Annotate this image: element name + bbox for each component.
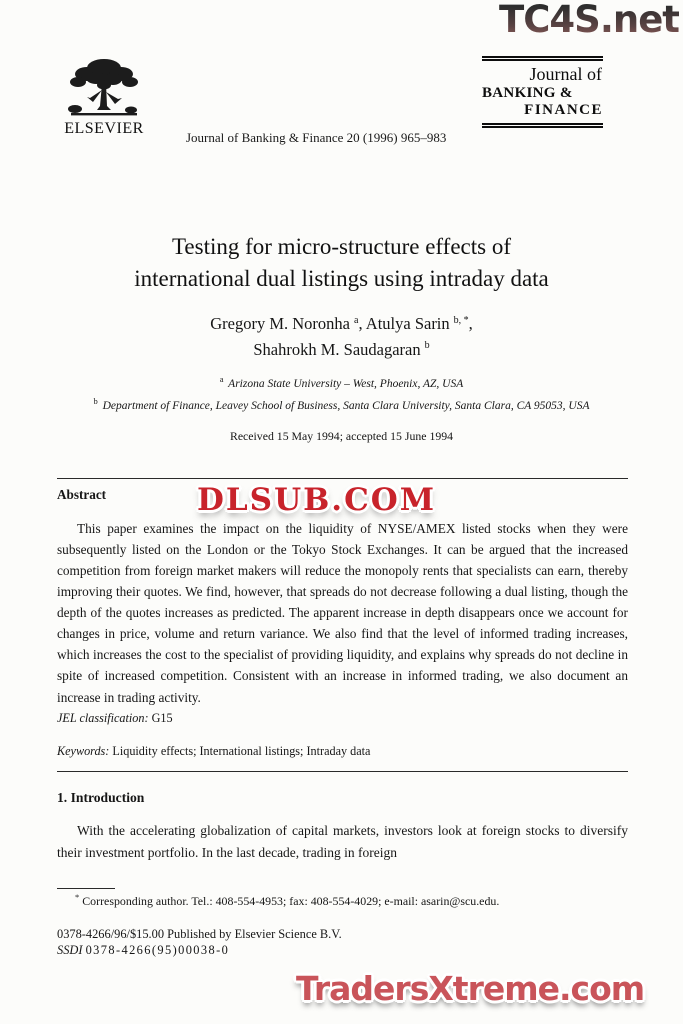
author-name: Shahrokh M. Saudagaran (253, 339, 421, 359)
author-name: Atulya Sarin (365, 314, 450, 333)
corresponding-author-footnote: * Corresponding author. Tel.: 408-554-4953; fax: 408-554-4029; e-mail: asarin@scu.edu. (75, 892, 500, 908)
elsevier-wordmark: ELSEVIER (64, 120, 144, 137)
jel-value: G15 (151, 711, 173, 725)
author-name: Gregory M. Noronha (210, 314, 350, 333)
article-title-line1: Testing for micro-structure effects of (171, 234, 511, 259)
watermark-dlsub: DLSUB.COM (197, 482, 437, 518)
nameplate-bottom-rule (482, 123, 603, 128)
introduction-paragraph: With the accelerating globalization of capital markets, investors look at foreign stocks to diversify their investment portfolio. In the last decade, trading in foreign (57, 823, 628, 860)
jel-classification (57, 711, 173, 726)
abstract-top-rule (57, 478, 628, 479)
author-affiliation-mark: b (424, 340, 430, 352)
footnote-marker: * (75, 892, 80, 902)
watermark-tc4s: TC4S.net (499, 0, 679, 41)
keywords (57, 744, 370, 759)
authors-line: Gregory M. Noronha $^a$, Atulya Sarin $^{b, *}$, Shahrokh M. Saudagaran $^b$ (210, 314, 473, 359)
elsevier-tree-icon (63, 54, 145, 118)
article-title (0, 231, 683, 294)
ssdi-line (57, 943, 229, 958)
jel-label: JEL classification: (57, 711, 149, 725)
affiliation-a: $^a$ Arizona State University – West, Phoenix, AZ, USA (219, 374, 464, 390)
affiliation-b: $^b$ Department of Finance, Leavey School of Business, Santa Clara University, Santa Clara, CA 95053, USA (93, 395, 590, 412)
nameplate-line1: Journal of (529, 64, 602, 84)
abstract-text: This paper examines the impact on the liquidity of NYSE/AMEX listed stocks when they were subsequently listed on the London or the Tokyo Stock Exchanges. It can be argued that the increased competition from foreign market makers will reduce the monopoly rents that specialists can earn, thereby improving their quotes. We find, however, that spreads do not decrease following a dual listing, though the depth of the quotes increases as predicted. The apparent increase in depth disappears once we account for changes in price, volume and return variance. We also find that the level of informed trading increases, which increases the cost to the specialist of providing liquidity, and explains why spreads do not decline in spite of increased competition. Consistent with an increase in informed trading, we also document an increase in trading activity. (57, 521, 628, 705)
journal-nameplate (482, 56, 603, 128)
nameplate-line3: FINANCE (524, 102, 603, 118)
received-dates: Received 15 May 1994; accepted 15 June 1994 (229, 429, 454, 443)
section-heading-introduction: 1. Introduction (57, 790, 145, 805)
keywords-bottom-rule (57, 771, 628, 772)
watermark-tradersxtreme: TradersXtreme.com (296, 969, 645, 1008)
author-affiliation-mark: b, * (453, 314, 469, 326)
keywords-label: Keywords: (57, 744, 110, 758)
nameplate-line2: BANKING & (482, 85, 573, 101)
ssdi-label: SSDI (57, 943, 83, 957)
journal-citation: Journal of Banking & Finance 20 (1996) 965–983 (186, 130, 447, 145)
author-affiliation-mark: a (353, 314, 359, 326)
copyright-line: 0378-4266/96/$15.00 Published by Elsevier Science B.V. (57, 927, 342, 941)
footnote-rule (57, 888, 115, 889)
keywords-value: Liquidity effects; International listings; Intraday data (112, 744, 371, 758)
elsevier-logo (56, 54, 152, 138)
article-title-line2: international dual listings using intraday data (134, 265, 549, 291)
affiliations (71, 372, 612, 416)
abstract-heading: Abstract (57, 487, 107, 502)
ssdi-value: 0378-4266(95)00038-0 (85, 943, 230, 957)
